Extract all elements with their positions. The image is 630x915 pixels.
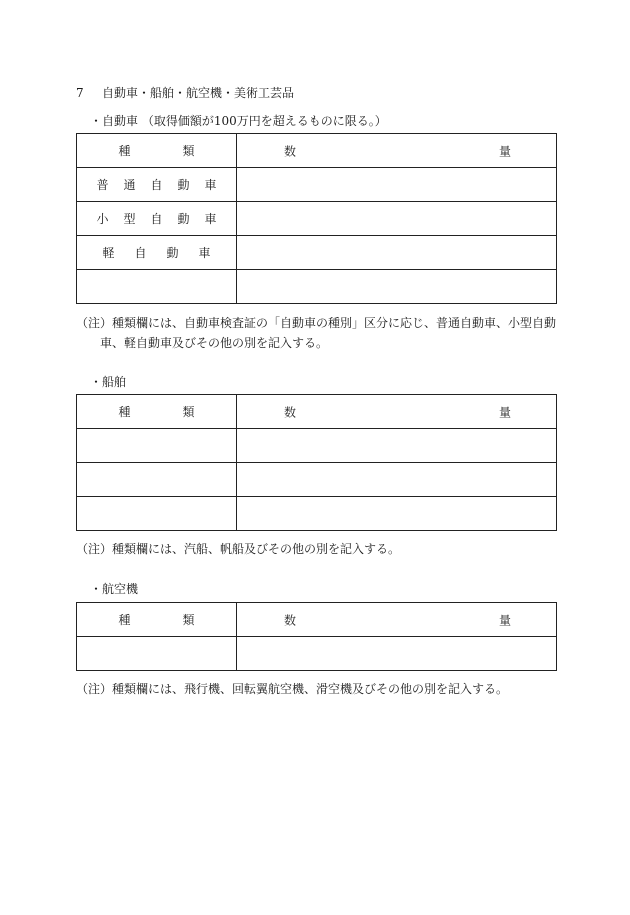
table-row	[77, 429, 557, 463]
kind-cell[interactable]: 普通自動車	[77, 168, 237, 202]
table-row	[77, 463, 557, 497]
kind-cell[interactable]: 軽自動車	[77, 236, 237, 270]
table-header-row	[77, 395, 557, 429]
cars-table	[76, 133, 557, 304]
kind-header-char1: 種	[118, 144, 131, 158]
kind-header	[77, 134, 237, 168]
kind-header-char2: 類	[182, 613, 195, 627]
qty-cell[interactable]	[237, 236, 557, 270]
kind-cell[interactable]: 小型自動車	[77, 202, 237, 236]
aircraft-note	[76, 679, 566, 699]
qty-cell[interactable]	[237, 270, 557, 304]
kind-header-char1: 種	[118, 405, 131, 419]
table-header-row	[77, 603, 557, 637]
qty-header	[237, 603, 557, 637]
qty-header-char1: 数	[284, 405, 297, 419]
qty-cell[interactable]	[237, 429, 557, 463]
section-title: 自動車・船舶・航空機・美術工芸品	[102, 86, 295, 100]
note-text: 種類欄には、自動車検査証の「自動車の種別」区分に応じ、普通自動車、小型自動	[112, 316, 557, 330]
note-label: （注）	[76, 316, 113, 330]
cars-note	[76, 313, 566, 353]
note-label: （注）	[76, 682, 113, 696]
qty-header-char2: 量	[499, 405, 512, 419]
table-row	[77, 637, 557, 671]
table-row	[77, 236, 557, 270]
table-row	[77, 270, 557, 304]
qty-header-char2: 量	[499, 613, 512, 627]
aircraft-subtitle: ・航空機	[90, 582, 139, 596]
note-label: （注）	[76, 542, 113, 556]
section-number: 7	[76, 86, 84, 100]
kind-header-char2: 類	[182, 144, 195, 158]
kind-cell[interactable]	[77, 429, 237, 463]
qty-cell[interactable]	[237, 463, 557, 497]
table-header-row	[77, 134, 557, 168]
kind-cell[interactable]	[77, 463, 237, 497]
qty-cell[interactable]	[237, 168, 557, 202]
qty-header	[237, 134, 557, 168]
kind-header	[77, 603, 237, 637]
qty-cell[interactable]	[237, 637, 557, 671]
qty-cell[interactable]	[237, 202, 557, 236]
qty-header-char2: 量	[499, 144, 512, 158]
table-row	[77, 168, 557, 202]
kind-cell[interactable]	[77, 270, 237, 304]
kind-cell[interactable]	[77, 637, 237, 671]
cars-subtitle: ・自動車 （取得価額が100万円を超えるものに限る。）	[90, 114, 387, 128]
kind-header	[77, 395, 237, 429]
note-text: 種類欄には、汽船、帆船及びその他の別を記入する。	[112, 542, 401, 556]
aircraft-table	[76, 602, 557, 671]
ships-note	[76, 539, 566, 559]
note-text: 種類欄には、飛行機、回転翼航空機、滑空機及びその他の別を記入する。	[112, 682, 509, 696]
table-row	[77, 497, 557, 531]
kind-header-char1: 種	[118, 613, 131, 627]
kind-header-char2: 類	[182, 405, 195, 419]
ships-subtitle: ・船舶	[90, 375, 127, 389]
ships-table	[76, 394, 557, 531]
qty-header	[237, 395, 557, 429]
note-text-continued: 車、軽自動車及びその他の別を記入する。	[100, 336, 329, 350]
table-row	[77, 202, 557, 236]
qty-header-char1: 数	[284, 144, 297, 158]
qty-header-char1: 数	[284, 613, 297, 627]
section-heading	[76, 84, 294, 101]
qty-cell[interactable]	[237, 497, 557, 531]
kind-cell[interactable]	[77, 497, 237, 531]
